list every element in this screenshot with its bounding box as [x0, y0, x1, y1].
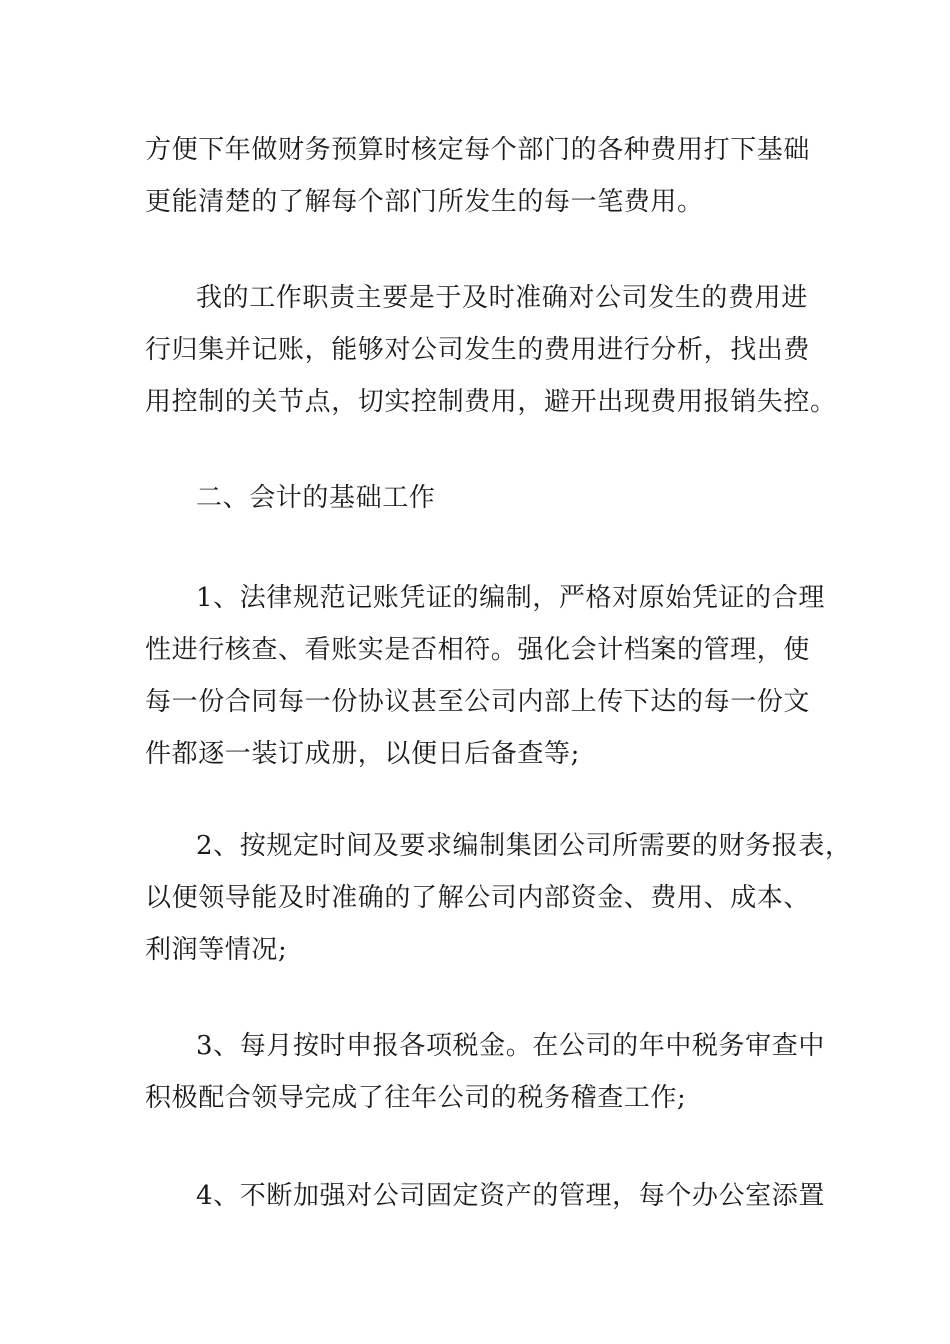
- paragraph-line: 性进行核查、看账实是否相符。强化会计档案的管理，使: [145, 635, 811, 665]
- paragraph-line: 更能清楚的了解每个部门所发生的每一笔费用。: [145, 187, 704, 217]
- paragraph-line: 2、按规定时间及要求编制集团公司所需要的财务报表，: [196, 831, 852, 861]
- paragraph-line: 以便领导能及时准确的了解公司内部资金、费用、成本、: [145, 883, 811, 913]
- paragraph-line: 我的工作职责主要是于及时准确对公司发生的费用进: [196, 283, 808, 313]
- paragraph-line: 4、不断加强对公司固定资产的管理，每个办公室添置: [196, 1181, 825, 1211]
- section-heading: 二、会计的基础工作: [196, 483, 436, 513]
- paragraph-line: 1、法律规范记账凭证的编制，严格对原始凭证的合理: [196, 583, 825, 613]
- paragraph-line: 利润等情况;: [145, 935, 288, 965]
- paragraph-line: 积极配合领导完成了往年公司的税务稽查工作;: [145, 1083, 687, 1113]
- paragraph-line: 用控制的关节点，切实控制费用，避开出现费用报销失控。: [145, 387, 837, 417]
- paragraph-line: 件都逐一装订成册，以便日后备查等;: [145, 739, 580, 769]
- paragraph-line: 方便下年做财务预算时核定每个部门的各种费用打下基础: [145, 135, 811, 165]
- paragraph-line: 行归集并记账，能够对公司发生的费用进行分析，找出费: [145, 335, 811, 365]
- paragraph-line: 3、每月按时申报各项税金。在公司的年中税务审查中: [196, 1031, 825, 1061]
- paragraph-line: 每一份合同每一份协议甚至公司内部上传下达的每一份文: [145, 687, 811, 717]
